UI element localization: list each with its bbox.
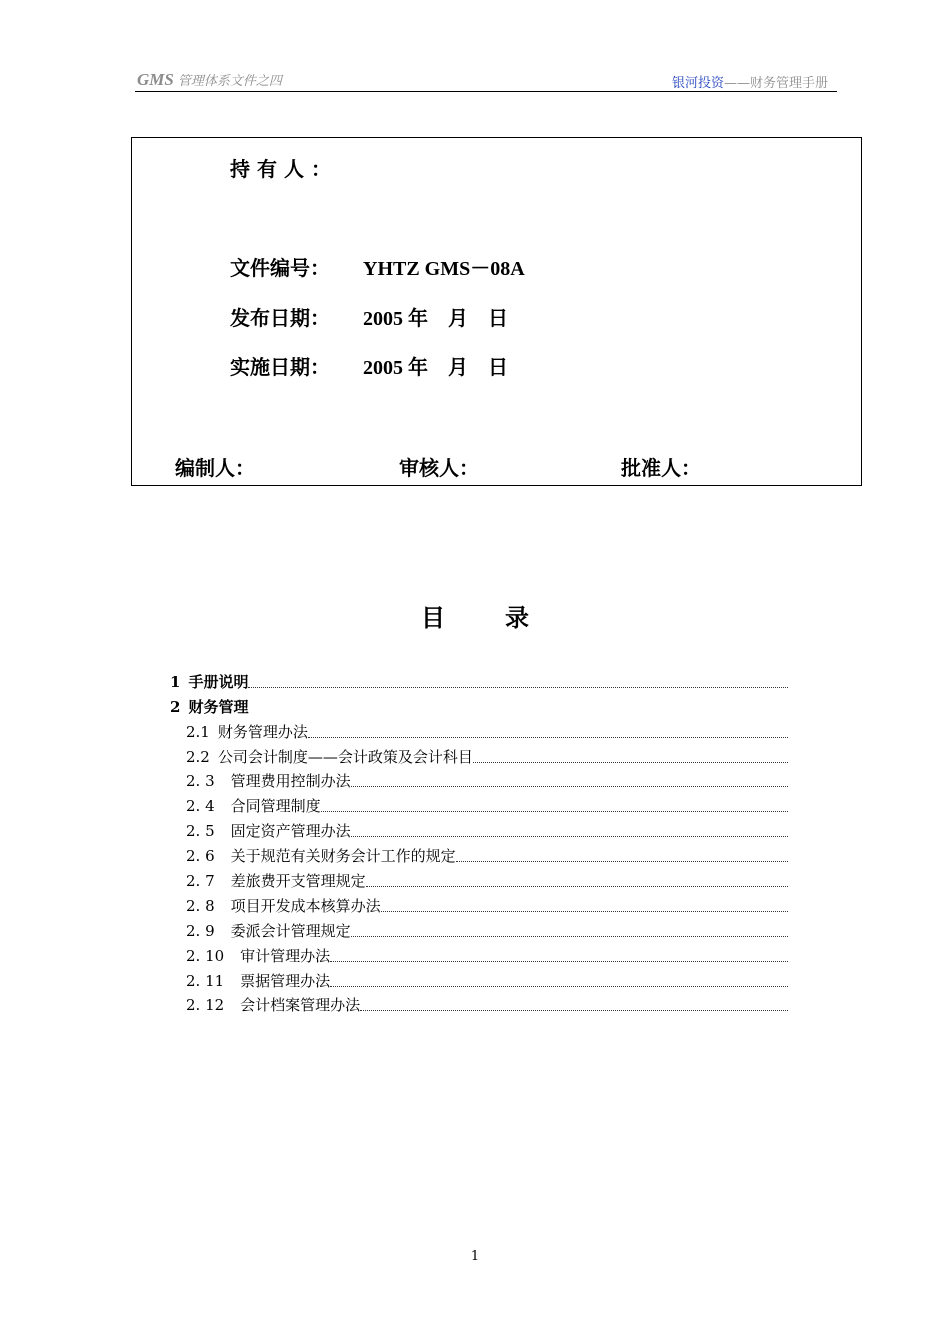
toc-dot-leader [381, 910, 788, 912]
toc-entry-title: 管理费用控制办法 [230, 772, 351, 791]
running-header-left [137, 70, 282, 90]
publish-date-row [230, 302, 508, 331]
toc-entry-title: 财务管理办法 [217, 722, 308, 741]
toc-entry-number: 2. 6 [186, 847, 215, 866]
toc-entry[interactable] [170, 667, 788, 692]
toc-dot-leader [330, 985, 788, 987]
toc-entry-number: 2. 10 [186, 946, 225, 965]
header-manual-title: ——财务管理手册 [723, 76, 828, 91]
toc-entry-title: 固定资产管理办法 [230, 822, 351, 841]
toc-entry-number: 2. 12 [186, 996, 225, 1015]
toc-entry-number: 2. 11 [186, 971, 225, 990]
doc-number-label: 文件编号： [230, 256, 330, 280]
reviewer-label: 审核人： [399, 456, 479, 480]
table-of-contents [170, 667, 788, 1015]
toc-entry[interactable] [170, 692, 788, 717]
toc-entry-title: 财务管理 [188, 697, 249, 716]
header-rule [135, 91, 837, 92]
doc-number-value: YHTZ GMS－08A [363, 258, 525, 280]
toc-entry[interactable] [170, 791, 788, 816]
toc-entry-number: 2. 8 [186, 896, 215, 915]
approver-label: 批准人： [621, 456, 701, 480]
toc-entry-number: 1 [170, 672, 181, 691]
running-header-right [672, 72, 828, 91]
toc-entry-title: 合同管理制度 [230, 797, 321, 816]
toc-entry[interactable] [170, 742, 788, 767]
toc-entry[interactable] [170, 991, 788, 1016]
toc-entry[interactable] [170, 866, 788, 891]
holder-row [230, 153, 338, 182]
toc-entry-number: 2. 4 [186, 797, 215, 816]
toc-entry[interactable] [170, 916, 788, 941]
publish-date-value: 2005 年 月 日 [363, 308, 508, 330]
toc-dot-leader [351, 785, 788, 787]
implement-date-value: 2005 年 月 日 [363, 357, 508, 379]
toc-entry[interactable] [170, 767, 788, 792]
toc-entry-number: 2.1 [186, 722, 210, 741]
header-series-title: 管理体系文件之四 [177, 74, 282, 89]
page-number: 1 [470, 1249, 480, 1264]
document-info-box [131, 137, 862, 486]
toc-entry-number: 2 [170, 697, 181, 716]
implement-date-row [230, 351, 508, 380]
toc-entry-title: 公司会计制度——会计政策及会计科目 [217, 747, 473, 766]
toc-entry-title: 差旅费开支管理规定 [230, 872, 366, 891]
toc-entry[interactable] [170, 841, 788, 866]
header-brand: GMS [137, 70, 174, 89]
toc-entry-title: 项目开发成本核算办法 [230, 896, 381, 915]
header-company: 银河投资 [671, 76, 724, 91]
toc-dot-leader [351, 835, 788, 837]
toc-entry[interactable] [170, 717, 788, 742]
toc-entry-title: 票据管理办法 [240, 971, 331, 990]
toc-dot-leader [308, 736, 788, 738]
toc-entry-title: 审计管理办法 [240, 946, 331, 965]
editor-label: 编制人： [175, 456, 255, 480]
toc-entry[interactable] [170, 941, 788, 966]
toc-entry-number: 2. 3 [186, 772, 215, 791]
toc-entry-title: 关于规范有关财务会计工作的规定 [230, 847, 456, 866]
toc-entry-number: 2. 5 [186, 822, 215, 841]
toc-dot-leader [321, 810, 788, 812]
toc-dot-leader [351, 935, 788, 937]
holder-label: 持有人： [230, 157, 338, 181]
toc-dot-leader [248, 686, 788, 688]
toc-entry[interactable] [170, 816, 788, 841]
implement-date-label: 实施日期： [230, 355, 330, 379]
doc-number-row [230, 252, 525, 281]
toc-dot-leader [473, 761, 788, 763]
toc-entry[interactable] [170, 891, 788, 916]
toc-dot-leader [366, 885, 788, 887]
toc-dot-leader [456, 860, 788, 862]
publish-date-label: 发布日期： [230, 306, 330, 330]
toc-dot-leader [360, 1009, 788, 1011]
toc-entry[interactable] [170, 966, 788, 991]
toc-entry-number: 2. 9 [186, 921, 215, 940]
toc-entry-number: 2. 7 [186, 872, 215, 891]
toc-entry-number: 2.2 [186, 747, 210, 766]
toc-dot-leader [330, 960, 788, 962]
toc-entry-title: 会计档案管理办法 [240, 996, 361, 1015]
toc-entry-title: 委派会计管理规定 [230, 921, 351, 940]
toc-entry-title: 手册说明 [188, 672, 249, 691]
toc-title: 目录 [421, 603, 589, 632]
